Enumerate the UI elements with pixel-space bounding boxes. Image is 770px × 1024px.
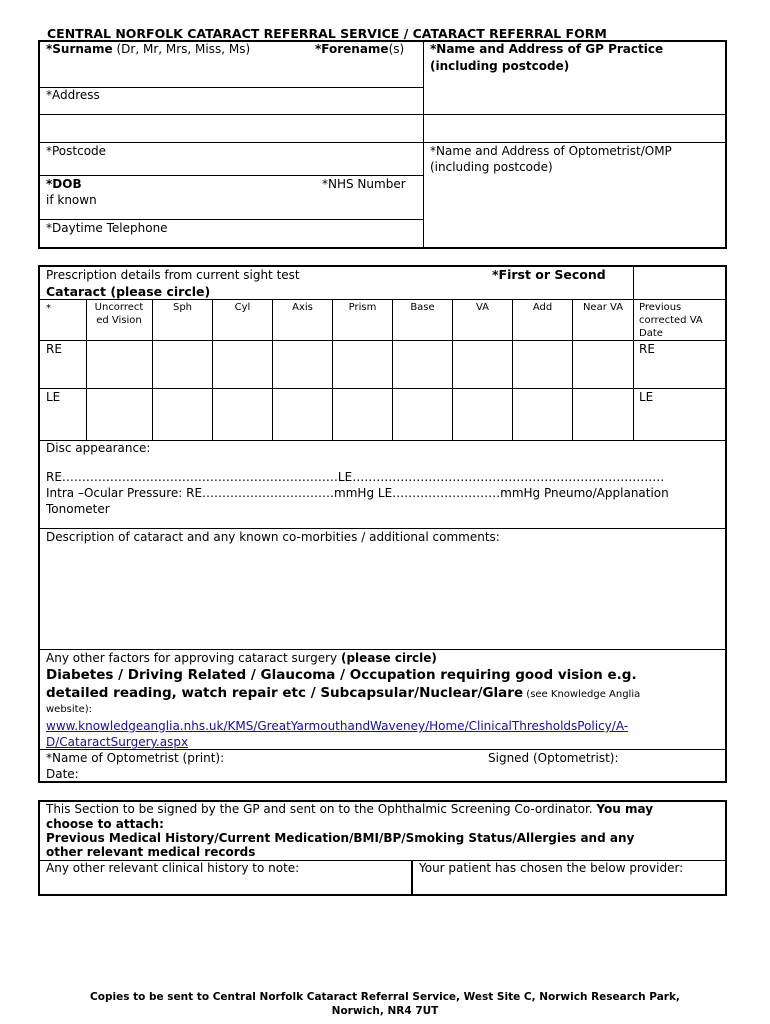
re-previous-label: RE (639, 342, 655, 356)
column-header: Previous corrected VA Date (639, 302, 703, 339)
divider (38, 219, 423, 220)
le-row-label: LE (46, 390, 61, 404)
footer-line1: Copies to be sent to Central Norfolk Cataract Referral Service, West Site C, Norwich Research Park, (90, 991, 680, 1003)
factors-intro (46, 651, 437, 666)
divider (332, 299, 333, 440)
divider (38, 388, 727, 389)
forename-suffix: (s) (388, 42, 405, 56)
optometrist-label-2: (including postcode) (430, 160, 553, 174)
footer-line2: Norwich, NR4 7UT (331, 1005, 439, 1017)
see-knowledge-anglia: (see Knowledge Anglia (523, 689, 641, 700)
factors-line2 (46, 685, 640, 702)
divider (38, 749, 727, 750)
gp-section-line2: choose to attach: (46, 817, 164, 831)
gp-section-bold: You may (596, 802, 654, 816)
divider (38, 142, 727, 143)
star-marker: * (46, 303, 51, 314)
divider (452, 299, 453, 440)
le-previous-label: LE (639, 390, 654, 404)
surname-hint: (Dr, Mr, Mrs, Miss, Ms) (112, 42, 251, 56)
gp-practice-label: *Name and Address of GP Practice (430, 42, 664, 56)
gp-section-line3: Previous Medical History/Current Medication/BMI/BP/Smoking Status/Allergies and any (46, 831, 635, 845)
divider (633, 265, 634, 299)
gp-section-line1 (46, 802, 653, 817)
knowledge-anglia-link[interactable]: www.knowledgeanglia.nhs.uk/KMS/GreatYarmouthandWaveney/Home/ClinicalThresholdsPolicy/A- (46, 719, 629, 733)
address-label: *Address (46, 88, 100, 102)
column-header: Axis (292, 302, 313, 313)
gp-section-line4: other relevant medical records (46, 845, 256, 859)
optometrist-field[interactable] (425, 178, 725, 247)
optometrist-signed-label: Signed (Optometrist): (488, 751, 619, 765)
column-header: Prism (348, 302, 377, 313)
factors-options-line2[interactable]: detailed reading, watch repair etc / Subcapsular/Nuclear/Glare (46, 685, 524, 701)
divider (272, 299, 273, 440)
disc-appearance-label: Disc appearance: (46, 441, 151, 455)
clinical-history-label: Any other relevant clinical history to note: (46, 861, 300, 875)
prescription-heading: Prescription details from current sight test (46, 268, 300, 282)
divider (572, 299, 573, 440)
divider (392, 299, 393, 440)
factors-intro-text: Any other factors for approving cataract surgery (46, 651, 341, 665)
factors-circle: (please circle) (340, 651, 437, 665)
website-label: website): (46, 704, 93, 715)
dob-label: *DOB (46, 177, 82, 191)
divider (38, 340, 727, 341)
column-header: Sph (172, 302, 193, 313)
description-label: Description of cataract and any known co-morbities / additional comments: (46, 530, 500, 544)
description-field[interactable] (40, 547, 725, 647)
gp-practice-label-2: (including postcode) (430, 59, 570, 73)
forename-field[interactable] (315, 42, 404, 57)
divider (633, 299, 634, 440)
divider (212, 299, 213, 440)
divider (38, 175, 423, 176)
column-header: Uncorrect ed Vision (94, 302, 144, 326)
divider (411, 860, 413, 896)
iop-line[interactable]: Intra –Ocular Pressure: RE……………………………mmHg LE………………………mmHg Pneumo/Applanation (46, 486, 669, 500)
nhs-hint: if known (46, 193, 97, 207)
column-header: Cyl (234, 302, 251, 313)
gp-practice-field[interactable] (425, 78, 725, 112)
form-title: CENTRAL NORFOLK CATARACT REFERRAL SERVICE / CATARACT REFERRAL FORM (47, 26, 607, 41)
column-header: Base (410, 302, 435, 313)
column-header: Add (532, 302, 553, 313)
divider (152, 299, 153, 440)
tonometer-label: Tonometer (46, 502, 110, 516)
first-second-label: *First or Second (492, 267, 606, 282)
cataract-circle-label[interactable]: Cataract (please circle) (46, 284, 211, 299)
optometrist-label: *Name and Address of Optometrist/OMP (430, 144, 672, 158)
divider (38, 299, 727, 300)
factors-options-line1[interactable]: Diabetes / Driving Related / Glaucoma / Occupation requiring good vision e.g. (46, 667, 637, 683)
forename-label: *Forename (315, 42, 389, 56)
telephone-label: *Daytime Telephone (46, 221, 168, 235)
re-row-label: RE (46, 342, 62, 356)
surname-field[interactable] (46, 42, 250, 57)
divider (38, 649, 727, 650)
disc-re-le-line[interactable]: RE……………………………………………………………LE…………………………………………………………………… (46, 470, 665, 484)
divider (38, 528, 727, 529)
surname-label: *Surname (46, 42, 113, 56)
provider-label: Your patient has chosen the below provider: (419, 861, 684, 875)
clinical-details-box (38, 265, 727, 783)
column-header: VA (475, 302, 490, 313)
address-field[interactable] (40, 115, 421, 141)
knowledge-anglia-link-2[interactable]: D/CataractSurgery.aspx (46, 735, 189, 749)
gp-section-text: This Section to be signed by the GP and sent on to the Ophthalmic Screening Co-ordinator. (46, 802, 597, 816)
nhs-number-label: *NHS Number (322, 177, 406, 191)
divider (512, 299, 513, 440)
postcode-label: *Postcode (46, 144, 107, 158)
optometrist-name-label: *Name of Optometrist (print): (46, 751, 225, 765)
column-header: Near VA (582, 302, 624, 313)
date-label: Date: (46, 767, 79, 781)
divider (423, 40, 424, 249)
